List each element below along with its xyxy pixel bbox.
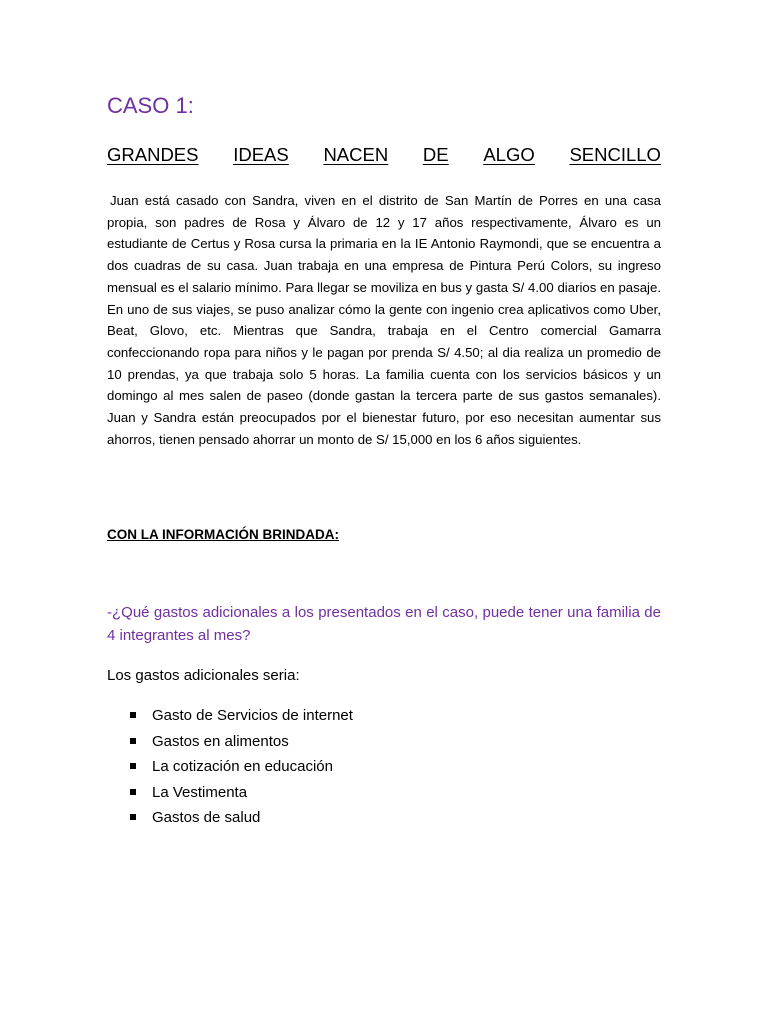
list-item — [130, 782, 353, 808]
subtitle-word: SENCILLO — [569, 144, 661, 165]
square-bullet-icon — [130, 712, 136, 718]
subtitle-word: NACEN — [323, 144, 389, 165]
list-item-label: Gastos en alimentos — [152, 732, 289, 750]
case-heading: CASO 1: — [107, 93, 194, 118]
list-item — [130, 705, 353, 731]
list-item — [130, 756, 353, 782]
list-item-label: Gasto de Servicios de internet — [152, 707, 353, 724]
subtitle-word: ALGO — [483, 144, 535, 165]
subtitle-word: DE — [422, 144, 449, 165]
subtitle-word: GRANDES — [107, 144, 199, 165]
list-item-label: La Vestimenta — [152, 783, 248, 801]
question-text: -¿Qué gastos adicionales a los presentados en el caso, puede tener una familia de 4 integrantes al mes? — [107, 604, 661, 644]
case-subtitle — [107, 144, 661, 166]
square-bullet-icon — [130, 738, 136, 744]
square-bullet-icon — [130, 814, 136, 820]
square-bullet-icon — [130, 763, 136, 769]
subtitle-word: IDEAS — [233, 144, 289, 165]
list-item-label: La cotización en educación — [152, 758, 333, 775]
gastos-intro: Los gastos adicionales seria: — [107, 667, 300, 684]
case-body-paragraph: Juan está casado con Sandra, viven en el distrito de San Martín de Porres en una casa propia, son padres de Rosa y Álvaro de 12 y 17 años respectivamente, Álvaro es un estudiante de Certus y Rosa cursa la primaria en la IE Antonio Raymondi, que se encuentra a dos cuadras de su casa. Juan trabaja en una empresa de Pintura Perú Colors, su ingreso mensual es el salario mínimo. Para llegar se moviliza en bus y gasta S/ 4.00 diarios en pasaje. En uno de sus viajes, se puso analizar cómo la gente con ingenio crea aplicativos como Uber, Beat, Glovo, etc. Mientras que Sandra, trabaja en el Centro comercial Gamarra confeccionando ropa para niños y le pagan por prenda S/ 4.50; al dia realiza un promedio de 10 prendas, ya que trabaja solo 5 horas. La familia cuenta con los servicios básicos y un domingo al mes salen de paseo (donde gastan la tercera parte de sus gastos semanales). Juan y Sandra están preocupados por el bienestar futuro, por eso necesitan aumentar sus ahorros, tienen pensado ahorrar un monto de S/ 15,000 en los 6 años siguientes. — [107, 193, 661, 447]
list-item — [130, 731, 353, 757]
section-heading: CON LA INFORMACIÓN BRINDADA: — [107, 527, 339, 542]
list-item — [130, 807, 353, 833]
list-item-label: Gastos de salud — [152, 809, 261, 826]
gastos-list — [130, 705, 353, 833]
square-bullet-icon — [130, 789, 136, 795]
